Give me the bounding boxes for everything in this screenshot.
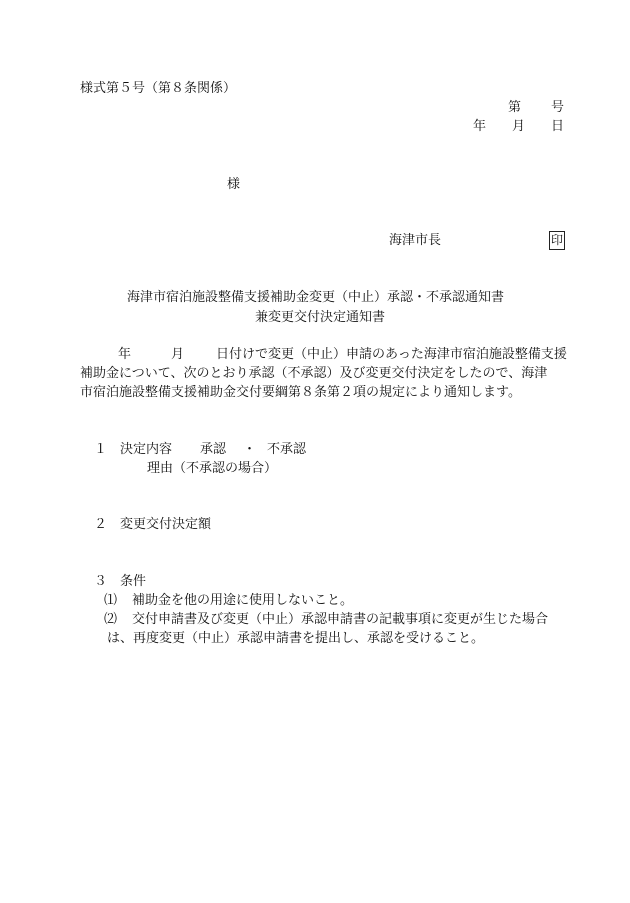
condition-1-text: 補助金を他の用途に使用しないこと。 xyxy=(132,593,354,608)
notice-body xyxy=(80,345,570,402)
item-2-number: ２ xyxy=(94,517,108,532)
issuer-name: 海津市長 xyxy=(389,233,442,248)
body-month: 月 xyxy=(171,347,185,362)
recipient-honorific: 様 xyxy=(227,177,241,192)
date-day: 日 xyxy=(550,119,564,134)
body-line-1-text: 日付けで変更（中止）申請のあった海津市宿泊施設整備支援 xyxy=(216,347,567,362)
item-1-number: １ xyxy=(94,442,108,457)
doc-number-dai: 第 xyxy=(507,100,521,115)
option-separator: ・ xyxy=(243,442,257,457)
approve-option: 承認 xyxy=(200,442,227,457)
condition-2-continuation: は、再度変更（中止）承認申請書を提出し、承認を受けること。 xyxy=(107,631,485,646)
date-year: 年 xyxy=(472,119,486,134)
reason-label: 理由（不承認の場合） xyxy=(147,461,278,476)
reject-option: 不承認 xyxy=(267,442,307,457)
seal-mark: 印 xyxy=(549,231,565,250)
condition-2-number: ⑵ xyxy=(104,612,118,627)
condition-2-text: 交付申請書及び変更（中止）承認申請書の記載事項に変更が生じた場合 xyxy=(132,612,549,627)
doc-number-go: 号 xyxy=(550,100,564,115)
body-line-2: 補助金について、次のとおり承認（不承認）及び変更交付決定をしたので、海津 xyxy=(80,366,548,381)
document-number xyxy=(508,99,564,117)
date-month: 月 xyxy=(511,119,525,134)
body-line-3: 市宿泊施設整備支援補助金交付要綱第８条第２項の規定により通知します。 xyxy=(80,385,521,400)
body-line-1 xyxy=(80,345,570,364)
document-date xyxy=(473,118,564,136)
document-title: 海津市宿泊施設整備支援補助金変更（中止）承認・不承認通知書 xyxy=(127,290,505,305)
item-3-number: ３ xyxy=(94,574,108,589)
item-1-label: 決定内容 xyxy=(120,442,173,457)
document-subtitle: 兼変更交付決定通知書 xyxy=(255,310,386,325)
item-3-label: 条件 xyxy=(120,574,147,589)
form-number: 様式第５号（第８条関係） xyxy=(80,81,237,96)
item-2-label: 変更交付決定額 xyxy=(120,517,212,532)
condition-1-number: ⑴ xyxy=(104,593,118,608)
body-year: 年 xyxy=(118,347,132,362)
